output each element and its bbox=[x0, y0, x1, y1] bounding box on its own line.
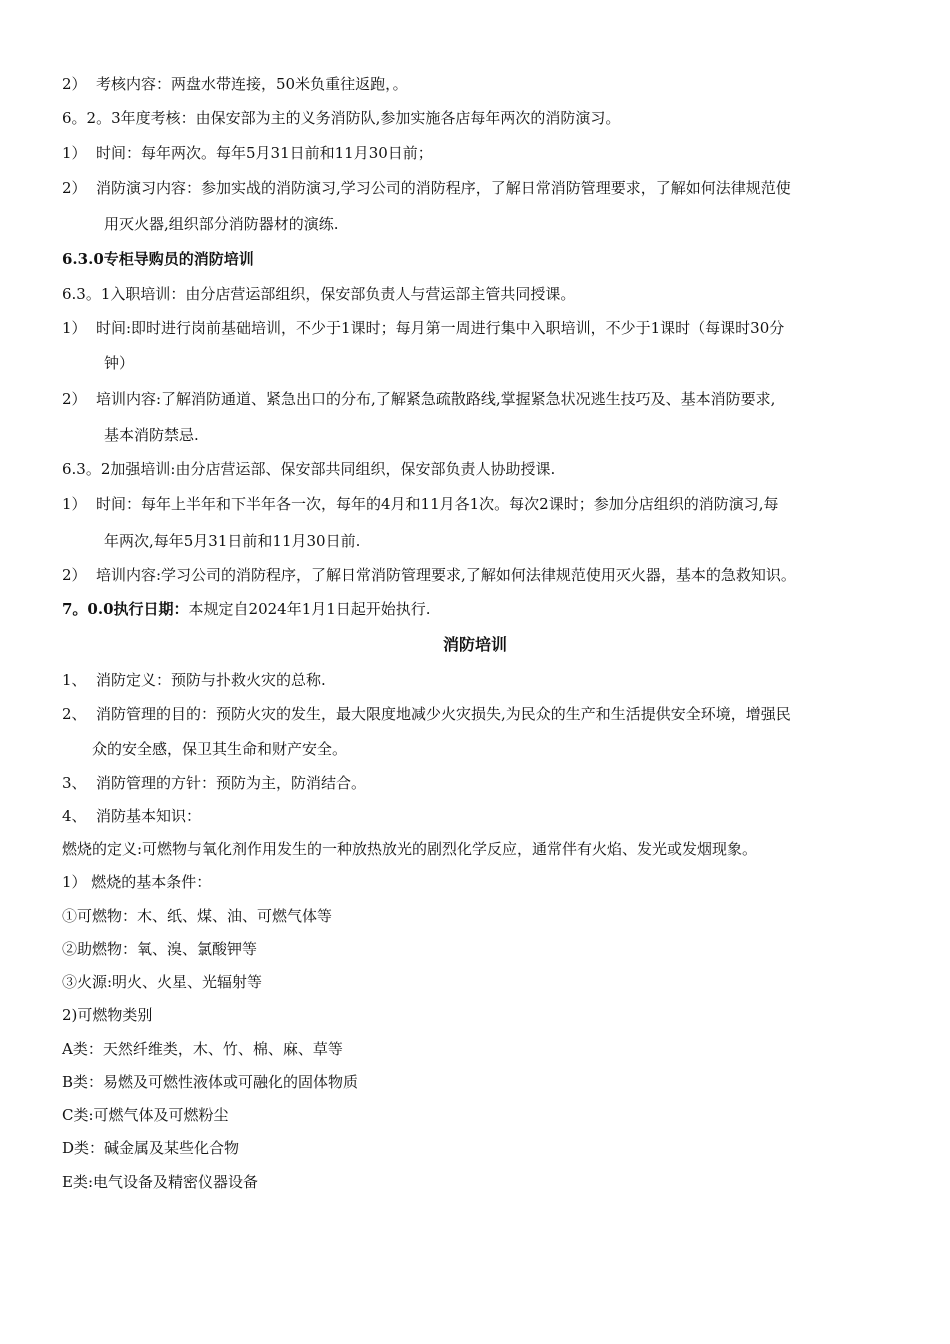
item-text: 消防演习内容：参加实战的消防演习,学习公司的消防程序，了解日常消防管理要求，了解如何法律规范使 bbox=[96, 179, 791, 197]
item-continuation: 钟） bbox=[104, 354, 135, 372]
list-item bbox=[62, 389, 775, 409]
item-continuation: 基本消防禁忌. bbox=[104, 426, 199, 444]
item-text: 培训内容:学习公司的消防程序，了解日常消防管理要求,了解如何法律规范使用灭火器，基本的急救知识。 bbox=[96, 566, 796, 584]
list-item bbox=[62, 773, 366, 793]
list-item bbox=[62, 704, 791, 724]
item-text: 时间:即时进行岗前基础培训，不少于1课时；每月第一周进行集中入职培训，不少于1课时（每课时30分 bbox=[96, 319, 785, 337]
paragraph: 1） 燃烧的基本条件： bbox=[62, 873, 212, 891]
item-continuation: 年两次,每年5月31日前和11月30日前. bbox=[104, 532, 361, 550]
item-text: 考核内容：两盘水带连接，50米负重往返跑，。 bbox=[96, 75, 408, 93]
item-text: 培训内容:了解消防通道、紧急出口的分布,了解紧急疏散路线,掌握紧急状况逃生技巧及、基本消防要求, bbox=[96, 390, 776, 408]
item-continuation: 用灭火器,组织部分消防器材的演练. bbox=[104, 215, 339, 233]
paragraph: E类:电气设备及精密仪器设备 bbox=[62, 1173, 259, 1191]
item-number: 2） bbox=[62, 566, 87, 584]
list-item bbox=[62, 806, 201, 826]
list-item bbox=[62, 143, 433, 163]
paragraph: 燃烧的定义:可燃物与氧化剂作用发生的一种放热放光的剧烈化学反应，通常伴有火焰、发光或发烟现象。 bbox=[62, 840, 758, 858]
item-number: 1） bbox=[62, 495, 87, 513]
item-number: 1） bbox=[62, 144, 87, 162]
item-number: 1） bbox=[62, 319, 87, 337]
paragraph: A类：天然纤维类，木、竹、棉、麻、草等 bbox=[62, 1040, 343, 1058]
list-item bbox=[62, 318, 784, 338]
paragraph: 2)可燃物类别 bbox=[62, 1006, 153, 1024]
item-text: 消防管理的目的：预防火灾的发生，最大限度地减少火灾损失,为民众的生产和生活提供安全环境，增强民 bbox=[96, 705, 791, 723]
effective-date-text: 本规定自2024年1月1日起开始执行. bbox=[188, 600, 431, 618]
item-text: 消防管理的方针：预防为主，防消结合。 bbox=[96, 774, 367, 792]
list-item bbox=[62, 178, 791, 198]
section-heading: 6.3.0专柜导购员的消防培训 bbox=[62, 250, 254, 268]
paragraph: 6。2。3年度考核：由保安部为主的义务消防队,参加实施各店每年两次的消防演习。 bbox=[62, 109, 621, 127]
paragraph: 6.3。2加强培训:由分店营运部、保安部共同组织，保安部负责人协助授课. bbox=[62, 460, 556, 478]
document-title: 消防培训 bbox=[442, 635, 507, 654]
item-number: 2、 bbox=[62, 705, 87, 723]
paragraph: 6.3。1入职培训：由分店营运部组织，保安部负责人与营运部主管共同授课。 bbox=[62, 285, 576, 303]
item-number: 3、 bbox=[62, 774, 87, 792]
effective-date bbox=[62, 599, 431, 619]
paragraph: ①可燃物：木、纸、煤、油、可燃气体等 bbox=[62, 907, 333, 925]
paragraph: ③火源:明火、火星、光辐射等 bbox=[62, 973, 263, 991]
item-number: 2） bbox=[62, 390, 87, 408]
paragraph: D类：碱金属及某些化合物 bbox=[62, 1139, 240, 1157]
list-item bbox=[62, 565, 796, 585]
item-text: 时间：每年两次。每年5月31日前和11月30日前； bbox=[96, 144, 433, 162]
item-number: 4、 bbox=[62, 807, 87, 825]
effective-date-label: 7。0.0执行日期： bbox=[62, 600, 189, 618]
list-item bbox=[62, 74, 408, 94]
item-text: 时间：每年上半年和下半年各一次，每年的4月和11月各1次。每次2课时；参加分店组织的消防演习,每 bbox=[96, 495, 779, 513]
paragraph: B类：易燃及可燃性液体或可融化的固体物质 bbox=[62, 1073, 359, 1091]
list-item bbox=[62, 670, 326, 690]
item-text: 消防定义：预防与扑救火灾的总称. bbox=[96, 671, 326, 689]
item-number: 1、 bbox=[62, 671, 87, 689]
item-continuation: 众的安全感，保卫其生命和财产安全。 bbox=[92, 740, 348, 758]
list-item bbox=[62, 494, 779, 514]
paragraph: C类:可燃气体及可燃粉尘 bbox=[62, 1106, 229, 1124]
paragraph: ②助燃物：氧、溴、氯酸钾等 bbox=[62, 940, 258, 958]
item-text: 消防基本知识： bbox=[96, 807, 202, 825]
item-number: 2） bbox=[62, 179, 87, 197]
item-number: 2） bbox=[62, 75, 87, 93]
